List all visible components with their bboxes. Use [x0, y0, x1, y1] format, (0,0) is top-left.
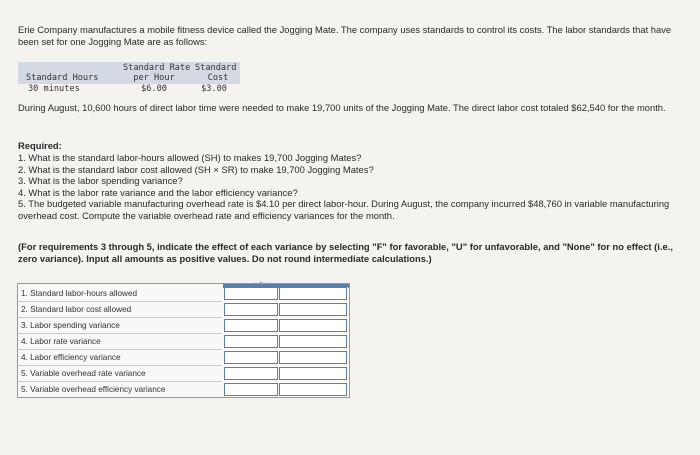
standard-rate-header: Standard Rate: [123, 63, 191, 73]
effect-select[interactable]: [279, 351, 347, 364]
amount-input[interactable]: [224, 287, 278, 300]
answer-row-label: 5. Variable overhead rate variance: [18, 366, 222, 382]
labor-standards-table: [18, 62, 240, 96]
required-list: [18, 152, 682, 222]
required-item: 2. What is the standard labor cost allowed (SH × SR) to make 19,700 Jogging Mates?: [18, 163, 374, 175]
standard-rate-value: $6.00: [141, 84, 167, 94]
cost-header: Cost: [207, 73, 229, 83]
august-data: During August, 10,600 hours of direct labor time were needed to make 19,700 units of the Jogging Mate. The direct labor cost totaled $62,540 for the month.: [18, 102, 666, 113]
effect-select[interactable]: [279, 303, 347, 316]
amount-input[interactable]: [224, 335, 278, 348]
required-item: 3. What is the labor spending variance?: [18, 175, 183, 187]
effect-select[interactable]: [279, 287, 347, 300]
effect-select[interactable]: [279, 319, 347, 332]
instructions-note: (For requirements 3 through 5, indicate the effect of each variance by selecting "F" for favorable, "U" for unfavorable, and "None" for no effect (i.e., zero variance). Input all amounts as positive values. Do not round intermediate calculations.): [18, 241, 673, 264]
standard-cost-value: $3.00: [201, 84, 227, 94]
answer-row: [18, 318, 349, 334]
required-item: 1. What is the standard labor-hours allowed (SH) to makes 19,700 Jogging Mates?: [18, 152, 362, 163]
amount-input[interactable]: [224, 383, 278, 396]
answer-row: [18, 350, 349, 366]
standard-cost-header: Standard: [195, 63, 237, 73]
per-hour-header: per Hour: [133, 73, 175, 83]
required-title: Required:: [18, 140, 62, 151]
amount-input[interactable]: [224, 319, 278, 332]
answer-row-label: 1. Standard labor-hours allowed: [18, 286, 222, 302]
standard-hours-header: Standard Hours: [26, 73, 99, 83]
required-item: 4. What is the labor rate variance and the labor efficiency variance?: [18, 186, 298, 198]
answer-row-label: 3. Labor spending variance: [18, 318, 222, 334]
answer-row: [18, 382, 349, 398]
answer-row-label: 4. Labor rate variance: [18, 334, 222, 350]
effect-select[interactable]: [279, 335, 347, 348]
effect-select[interactable]: [279, 367, 347, 380]
answer-row: [18, 334, 349, 350]
amount-input[interactable]: [224, 351, 278, 364]
answer-row-label: 2. Standard labor cost allowed: [18, 302, 222, 318]
answer-row: [18, 302, 349, 318]
problem-intro: Erie Company manufactures a mobile fitness device called the Jogging Mate. The company uses standards to control its costs. The labor standards that have been set for one Jogging Mate are as follows:: [18, 24, 672, 47]
answer-table: [17, 283, 350, 398]
amount-input[interactable]: [224, 367, 278, 380]
standard-hours-value: 30 minutes: [28, 84, 80, 94]
answer-row-label: 5. Variable overhead efficiency variance: [21, 385, 166, 394]
amount-input[interactable]: [224, 303, 278, 316]
effect-select[interactable]: [279, 383, 347, 396]
answer-row-label: 4. Labor efficiency variance: [18, 350, 222, 366]
answer-row: [18, 366, 349, 382]
required-item: 5. The budgeted variable manufacturing overhead rate is $4.10 per direct labor-hour. During August, the company incurred $48,760 in variable manufacturing overhead cost. Compute the variable overhead rate and efficiency variances for the month.: [18, 198, 670, 221]
answer-row: [18, 286, 349, 302]
